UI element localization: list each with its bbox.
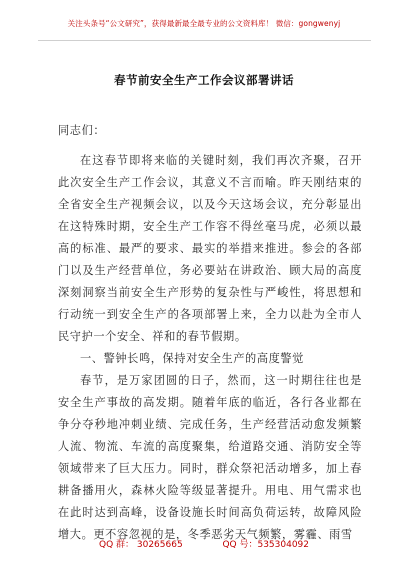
section-heading: 一、警钟长鸣，保持对安全生产的高度警觉 bbox=[80, 352, 304, 365]
section-paragraph: 春节，是万家团圆的日子，然而，这一时期往往也是安全生产事故的高发期。随着年底的临近，各行各业都在争分夺秒地冲刺业绩、完成任务，生产经营活动愈发频繁人流、物流、车流的高度聚集，给道路交通、消防安全等领域带来了巨大压力。同时，群众祭祀活动增多，加上春耕备播用火，森林火险等级显著提升。用电、用气需求也在此时达到高峰，设备设施长时间高负荷运转，故障风险增大。更不容忽视的是，冬季恶劣天气频繁，雾霾、雨雪 bbox=[58, 374, 362, 541]
qq-group: QQ 群： 30265665 bbox=[98, 540, 183, 550]
document-title: 春节前安全生产工作会议部署讲话 bbox=[114, 73, 294, 87]
header-divider bbox=[38, 40, 371, 41]
contact-footer bbox=[0, 537, 408, 550]
promo-header: 关注头条号“公文研究”，获得最新最全最专业的公文资料库！ 微信：gongwenyj bbox=[67, 19, 341, 28]
body-paragraph: 在这春节即将来临的关键时刻，我们再次齐聚，召开此次安全生产工作会议，其意义不言而喻。昨天刚结束的全省安全生产视频会议，以及今天这场会议，充分彰显出在这特殊时期，安全生产工作容不得丝毫马虎，必须以最高的标准、最严的要求、最实的举措来推进。参会的各部门以及生产经营单位，务必要站在讲政治、顾大局的高度深刻洞察当前安全生产形势的复杂性与严峻性，将思想和行动统一到安全生产的各项部署上来，全力以赴为全市人民守护一个安全、祥和的春节假期。 bbox=[58, 154, 362, 343]
document-body bbox=[58, 120, 362, 546]
greeting: 同志们： bbox=[58, 124, 106, 137]
qq-number: QQ 号：535304092 bbox=[222, 540, 310, 550]
